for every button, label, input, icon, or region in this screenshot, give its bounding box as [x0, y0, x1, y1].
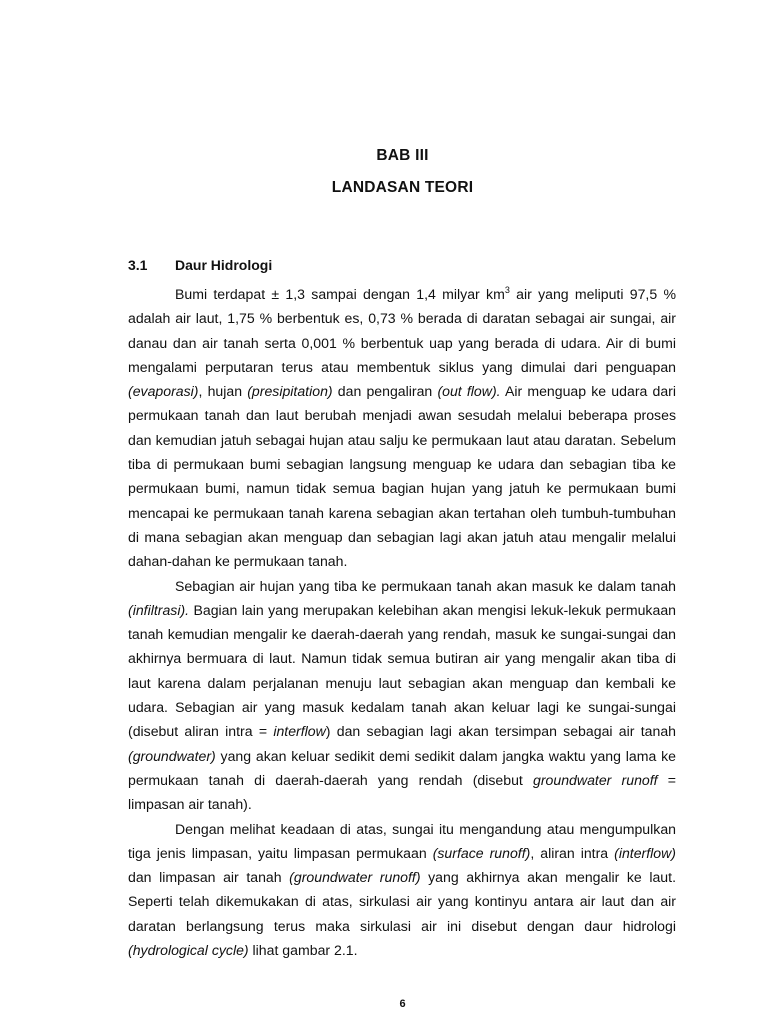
- text-run: lihat gambar 2.1.: [248, 942, 358, 959]
- text-run: Sebagian air hujan yang tiba ke permukaan tanah akan masuk ke dalam tanah: [175, 577, 676, 594]
- superscript: 3: [504, 285, 510, 295]
- body-text: [128, 282, 676, 962]
- italic-term: (surface runoff): [432, 844, 531, 861]
- section-heading: [128, 257, 272, 273]
- chapter-title: LANDASAN TEORI: [331, 179, 474, 196]
- italic-term: groundwater runoff: [533, 771, 658, 788]
- text-run: yang akan keluar sedikit demi sedikit dalam jangka waktu yang lama ke permukaan tanah di daerah-daerah yang rendah (disebut: [128, 747, 676, 788]
- text-run: Bumi terdapat ± 1,3 sampai dengan 1,4 milyar km: [175, 286, 505, 302]
- italic-term: (evaporasi): [128, 383, 199, 400]
- italic-term: (out flow).: [437, 383, 501, 400]
- text-run: air yang meliputi 97,5 % adalah air laut, 1,75 % berbentuk es, 0,73 % berada di daratan sebagai air sungai, air danau dan air tanah serta 0,001 % berbentuk uap yang berada di udara. Air di bumi mengalami perputaran terus atau membentuk siklus yang dimulai dari penguapan: [128, 286, 676, 375]
- paragraph-2: [128, 574, 676, 817]
- italic-term: (groundwater runoff): [289, 869, 421, 886]
- chapter-number: BAB III: [376, 147, 429, 164]
- italic-term: interflow: [273, 723, 326, 740]
- italic-term: (hydrological cycle): [128, 942, 249, 959]
- text-run: , aliran intra: [530, 844, 615, 861]
- text-run: dan limpasan air tanah: [128, 869, 290, 886]
- text-run: ) dan sebagian lagi akan tersimpan sebagai air tanah: [325, 723, 676, 740]
- section-number: 3.1: [128, 257, 148, 273]
- text-run: = limpasan air tanah).: [128, 771, 676, 813]
- paragraph-1: [128, 282, 676, 574]
- text-run: , hujan: [198, 383, 248, 400]
- italic-term: (groundwater): [128, 747, 216, 764]
- text-run: Bagian lain yang merupakan kelebihan akan mengisi lekuk-lekuk permukaan tanah kemudian mengalir ke daerah-daerah yang rendah, masuk ke sungai-sungai dan akhirnya bermuara di laut. Namun tidak semua butiran air yang mengalir akan tiba di laut karena dalam perjalanan menuju laut sebagian akan menguap dan kembali ke udara. Sebagian air yang masuk kedalam tanah akan keluar lagi ke sungai-sungai (disebut aliran intra =: [128, 601, 676, 740]
- italic-term: (presipitation): [247, 383, 333, 400]
- italic-term: (infiltrasi).: [128, 601, 190, 618]
- page-number: 6: [399, 998, 406, 1010]
- text-run: Dengan melihat keadaan di atas, sungai itu mengandung atau mengumpulkan tiga jenis limpasan, yaitu limpasan permukaan: [128, 820, 676, 861]
- text-run: Air menguap ke udara dari permukaan tanah dan laut berubah menjadi awan sesudah melalui beberapa proses dan kemudian jatuh sebagai hujan atau salju ke permukaan laut atau daratan. Sebelum tiba di permukaan bumi sebagian langsung menguap ke udara dan sebagian tiba ke permukaan bumi, namun tidak semua bagian hujan yang jatuh ke permukaan bumi mencapai ke permukaan tanah karena sebagian akan tertahan oleh tumbuh-tumbuhan di mana sebagian akan menguap dan sebagian lagi akan jatuh atau mengalir melalui dahan-dahan ke permukaan tanah.: [128, 383, 677, 570]
- text-run: yang akhirnya akan mengalir ke laut. Seperti telah dikemukakan di atas, sirkulasi air yang kontinyu antara air laut dan air daratan berlangsung terus maka sirkulasi air ini disebut dengan daur hidrologi: [128, 869, 676, 934]
- paragraph-3: [128, 817, 676, 963]
- italic-term: (interflow): [614, 844, 676, 861]
- section-title: Daur Hidrologi: [175, 257, 273, 273]
- text-run: dan pengaliran: [332, 383, 438, 400]
